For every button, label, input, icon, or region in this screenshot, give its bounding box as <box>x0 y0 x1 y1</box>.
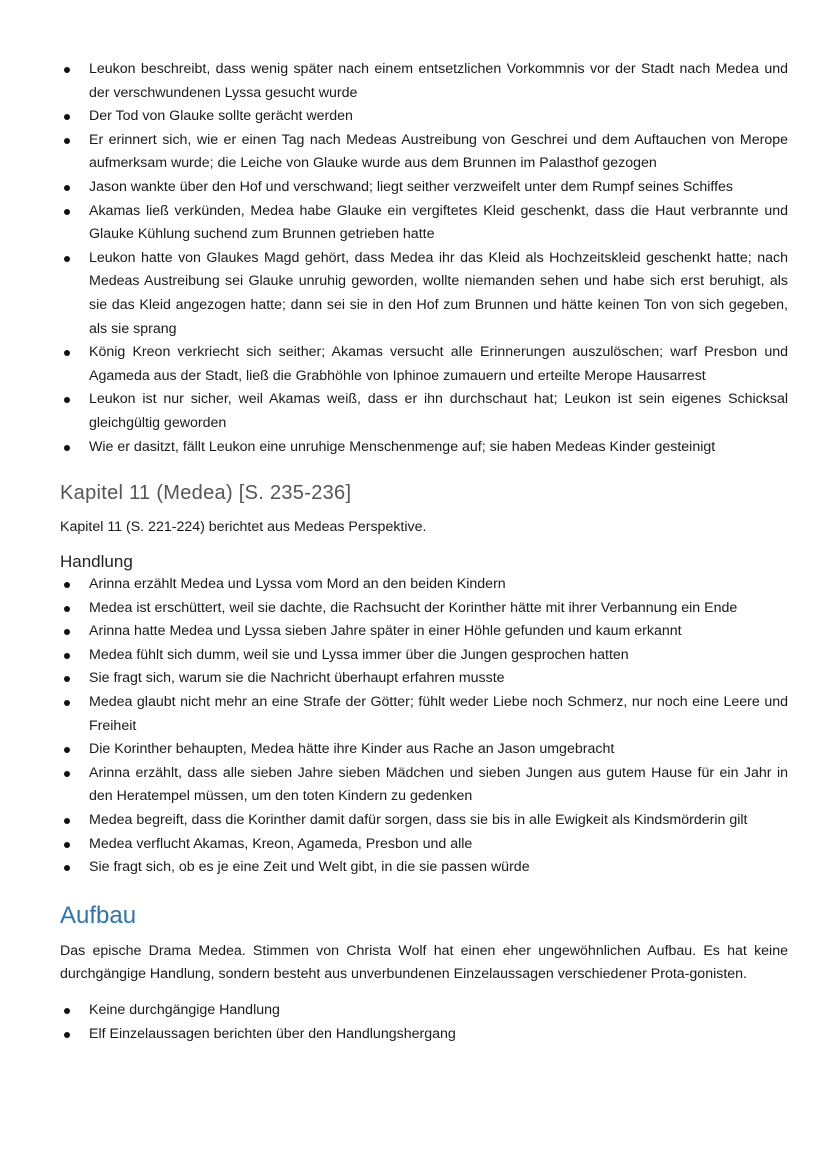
list-item: Medea fühlt sich dumm, weil sie und Lyssa immer über die Jungen gesprochen hatten <box>60 644 788 668</box>
list-item: Sie fragt sich, ob es je eine Zeit und Welt gibt, in die sie passen würde <box>60 856 788 880</box>
aufbau-heading: Aufbau <box>60 901 137 929</box>
list-item: Medea verflucht Akamas, Kreon, Agameda, Presbon und alle <box>60 833 788 857</box>
list-item: Keine durchgängige Handlung <box>60 999 788 1023</box>
list-item: Akamas ließ verkünden, Medea habe Glauke ein vergiftetes Kleid geschenkt, dass die Haut verbrannte und Glauke Kühlung suchend zum Brunnen getrieben hatte <box>60 200 788 247</box>
list-item: Medea begreift, dass die Korinther damit dafür sorgen, dass sie bis in alle Ewigkeit als Kindsmörderin gilt <box>60 809 788 833</box>
list-item: Sie fragt sich, warum sie die Nachricht überhaupt erfahren musste <box>60 667 788 691</box>
chapter-intro: Kapitel 11 (S. 221-224) berichtet aus Medeas Perspektive. <box>60 519 427 536</box>
list-item: Arinna hatte Medea und Lyssa sieben Jahre später in einer Höhle gefunden und kaum erkannt <box>60 620 788 644</box>
aufbau-paragraph: Das epische Drama Medea. Stimmen von Christa Wolf hat einen eher ungewöhnlichen Aufbau. Es hat keine durchgängige Handlung, sondern besteht aus unverbundenen Einzelaussagen verschiedener Prota-gonisten. <box>60 942 788 983</box>
list-item: Er erinnert sich, wie er einen Tag nach Medeas Austreibung von Geschrei und dem Auftauchen von Merope aufmerksam wurde; die Leiche von Glauke wurde aus dem Brunnen im Palasthof gezogen <box>60 129 788 176</box>
handlung-list <box>60 573 788 880</box>
list-item: Wie er dasitzt, fällt Leukon eine unruhige Menschenmenge auf; sie haben Medeas Kinder gesteinigt <box>60 436 788 460</box>
list-item: Arinna erzählt Medea und Lyssa vom Mord an den beiden Kindern <box>60 573 788 597</box>
list-item: Elf Einzelaussagen berichten über den Handlungshergang <box>60 1023 788 1047</box>
list-item: Leukon beschreibt, dass wenig später nach einem entsetzlichen Vorkommnis vor der Stadt nach Medea und der verschwundenen Lyssa gesucht wurde <box>60 58 788 105</box>
chapter-heading: Kapitel 11 (Medea) [S. 235-236] <box>60 482 352 505</box>
list-item: Leukon hatte von Glaukes Magd gehört, dass Medea ihr das Kleid als Hochzeitskleid geschenkt hatte; nach Medeas Austreibung sei Glauke unruhig geworden, wollte niemanden sehen und habe sich erst beruhigt, als sie das Kleid angezogen hatte; dann sei sie in den Hof zum Brunnen und hätte keinen Ton von sich gegeben, als sie sprang <box>60 247 788 341</box>
aufbau-list <box>60 999 788 1046</box>
list-item: Der Tod von Glauke sollte gerächt werden <box>60 105 788 129</box>
list-item: Medea ist erschüttert, weil sie dachte, die Rachsucht der Korinther hätte mit ihrer Verbannung ein Ende <box>60 597 788 621</box>
list-item: Leukon ist nur sicher, weil Akamas weiß, dass er ihn durchschaut hat; Leukon ist sein eigenes Schicksal gleichgültig geworden <box>60 388 788 435</box>
list-item: Medea glaubt nicht mehr an eine Strafe der Götter; fühlt weder Liebe noch Schmerz, nur noch eine Leere und Freiheit <box>60 691 788 738</box>
list-item: Die Korinther behaupten, Medea hätte ihre Kinder aus Rache an Jason umgebracht <box>60 738 788 762</box>
list-item: König Kreon verkriecht sich seither; Akamas versucht alle Erinnerungen auszulöschen; warf Presbon und Agameda aus der Stadt, ließ die Grabhöhle von Iphinoe zumauern und erteilte Merope Hausarrest <box>60 341 788 388</box>
handlung-heading: Handlung <box>60 552 133 572</box>
leukon-summary-list <box>60 58 788 459</box>
list-item: Jason wankte über den Hof und verschwand; liegt seither verzweifelt unter dem Rumpf seines Schiffes <box>60 176 788 200</box>
list-item: Arinna erzählt, dass alle sieben Jahre sieben Mädchen und sieben Jungen aus gutem Hause für ein Jahr in den Heratempel müssen, um den toten Kindern zu gedenken <box>60 762 788 809</box>
